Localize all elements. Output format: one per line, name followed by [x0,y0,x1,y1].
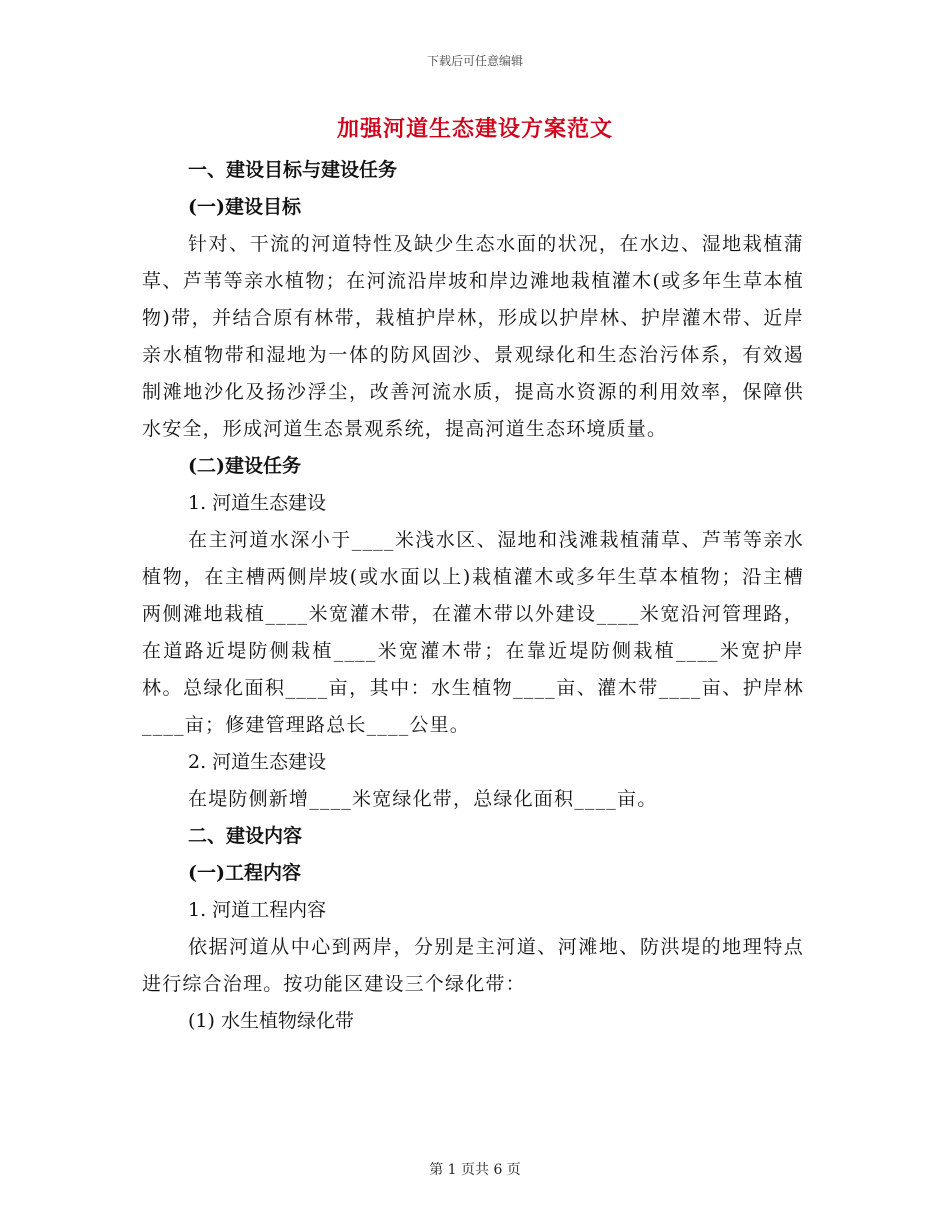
subsection-heading-works: (一)工程内容 [188,862,301,884]
paragraph-tasks-detail: 在主河道水深小于____米浅水区、湿地和浅滩栽植蒲草、芦苇等亲水植物，在主槽两侧岸坡(或水面以上)栽植灌木或多年生草本植物；沿主槽两侧滩地栽植____米宽灌木带，在灌木带以外建设____米宽沿河管理路，在道路近堤防侧栽植____米宽灌木带；在靠近堤防侧栽植____米宽护岸林。总绿化面积____亩，其中：水生植物____亩、灌木带____亩、护岸林____亩；修建管理路总长____公里。 [142,529,804,736]
list-item-aquatic-belt: (1) 水生植物绿化带 [188,1010,354,1032]
paragraph-works-detail: 依据河道从中心到两岸，分别是主河道、河滩地、防洪堤的地理特点进行综合治理。按功能区建设三个绿化带： [142,936,804,995]
subsection-heading-tasks: (二)建设任务 [188,455,301,477]
paragraph-goals: 针对、干流的河道特性及缺少生态水面的状况，在水边、湿地栽植蒲草、芦苇等亲水植物；在河流沿岸坡和岸边滩地栽植灌木(或多年生草本植物)带，并结合原有林带，栽植护岸林，形成以护岸林、护岸灌木带、近岸亲水植物带和湿地为一体的防风固沙、景观绿化和生态治污体系，有效遏制滩地沙化及扬沙浮尘，改善河流水质，提高水资源的利用效率，保障供水安全，形成河道生态景观系统，提高河道生态环境质量。 [142,233,804,440]
document-title: 加强河道生态建设方案范文 [336,116,613,142]
document-body [142,152,804,1040]
page-header: 下载后可任意编辑 [426,54,523,68]
page-footer: 第 1 页共 6 页 [429,1162,521,1178]
subsection-heading-goals: (一)建设目标 [188,196,301,218]
section-heading-1: 一、建设目标与建设任务 [188,159,398,181]
list-item-river-eco-1: 1. 河道生态建设 [188,492,327,514]
section-heading-2: 二、建设内容 [188,825,303,847]
list-item-river-eco-2: 2. 河道生态建设 [188,751,327,773]
list-item-river-works: 1. 河道工程内容 [188,899,327,921]
paragraph-levee-greening: 在堤防侧新增____米宽绿化带，总绿化面积____亩。 [188,788,658,810]
